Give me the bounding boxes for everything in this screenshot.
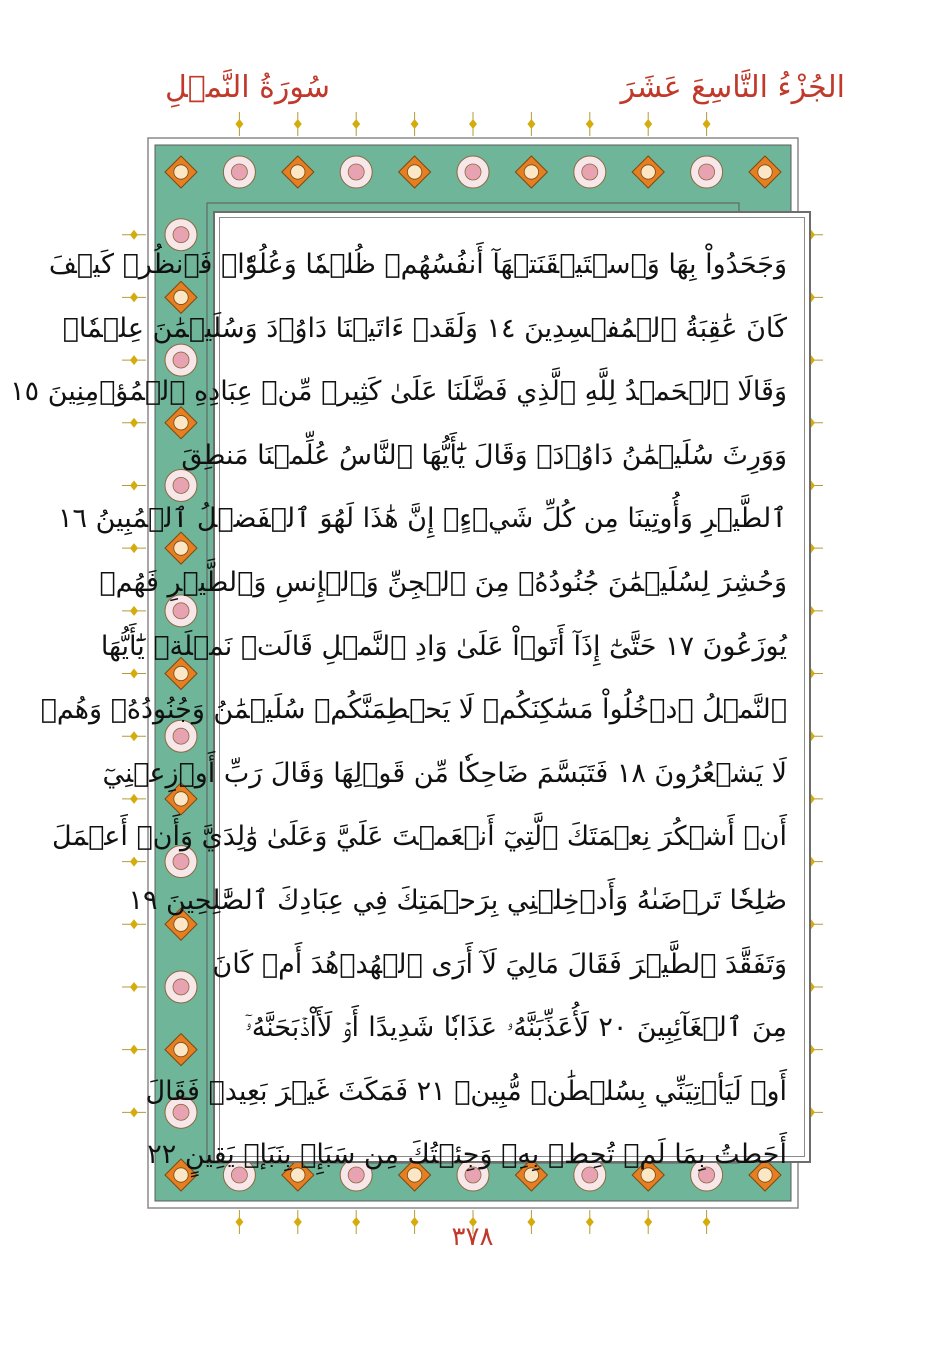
- mark-diamond: [469, 119, 477, 129]
- text-line-1: وَجَحَدُواْ بِهَا وَٱسۡتَيۡقَنَتۡهَآ أَنفُسُهُمۡ ظُلۡمٗا وَعُلُوّٗاۚ فَٱنظُرۡ كَيۡفَ: [48, 249, 787, 280]
- text-panel: [10, 211, 811, 1171]
- flower-center: [699, 164, 715, 180]
- text-line-4: وَوَرِثَ سُلَيۡمَٰنُ دَاوُۥدَۖ وَقَالَ يَٰٓأَيُّهَا ٱلنَّاسُ عُلِّمۡنَا مَنطِقَ: [181, 439, 787, 471]
- margin-mark: [644, 112, 652, 136]
- medallion-center: [524, 165, 538, 179]
- flower-center: [465, 164, 481, 180]
- margin-mark: [235, 112, 243, 136]
- flower-center: [231, 164, 247, 180]
- pink-flower-ornament: [340, 156, 372, 188]
- mark-diamond: [130, 1045, 138, 1055]
- mark-diamond: [703, 119, 711, 129]
- text-line-7: يُوزَعُونَ ١٧ حَتَّىٰٓ إِذَآ أَتَوۡاْ عَلَىٰ وَادِ ٱلنَّمۡلِ قَالَتۡ نَمۡلَةٞ يَٰٓأَيُّهَا: [100, 630, 787, 662]
- mark-diamond: [235, 119, 243, 129]
- text-line-12: وَتَفَقَّدَ ٱلطَّيۡرَ فَقَالَ مَالِيَ لَآ أَرَى ٱلۡهُدۡهُدَ أَمۡ كَانَ: [212, 948, 787, 980]
- text-line-8: ٱلنَّمۡلُ ٱدۡخُلُواْ مَسَٰكِنَكُمۡ لَا يَحۡطِمَنَّكُمۡ سُلَيۡمَٰنُ وَجُنُودُهُۥ وَهُمۡ: [40, 694, 787, 726]
- pink-flower-ornament: [574, 156, 606, 188]
- mark-diamond: [411, 119, 419, 129]
- text-line-3: وَقَالَا ٱلۡحَمۡدُ لِلَّهِ ٱلَّذِي فَضَّلَنَا عَلَىٰ كَثِيرٖ مِّنۡ عِبَادِهِ ٱلۡمُؤۡمِنِينَ ١٥: [10, 376, 787, 408]
- flower-center: [582, 164, 598, 180]
- text-line-13: مِنَ ٱلۡغَآئِبِينَ ٢٠ لَأُعَذِّبَنَّهُۥ عَذَابٗا شَدِيدًا أَوۡ لَأَاْذۡبَحَنَّهُۥٓ: [245, 1012, 788, 1044]
- flower-center: [173, 979, 189, 995]
- text-line-6: وَحُشِرَ لِسُلَيۡمَٰنَ جُنُودُهُۥ مِنَ ٱلۡجِنِّ وَٱلۡإِنسِ وَٱلطَّيۡرِ فَهُمۡ: [99, 566, 787, 598]
- flower-center: [348, 164, 364, 180]
- margin-mark: [122, 1045, 146, 1055]
- medallion-center: [291, 165, 305, 179]
- margin-mark: [122, 982, 146, 992]
- mark-diamond: [586, 119, 594, 129]
- margin-mark: [469, 112, 477, 136]
- mark-diamond: [352, 119, 360, 129]
- margin-mark: [411, 112, 419, 136]
- text-line-5: ٱلطَّيۡرِ وَأُوتِينَا مِن كُلِّ شَيۡءٍۖ إِنَّ هَٰذَا لَهُوَ ٱلۡفَضۡلُ ٱلۡمُبِينُ ١٦: [58, 503, 787, 535]
- medallion-center: [641, 165, 655, 179]
- pink-flower-ornament: [165, 971, 197, 1003]
- text-line-9: لَا يَشۡعُرُونَ ١٨ فَتَبَسَّمَ ضَاحِكٗا مِّن قَوۡلِهَا وَقَالَ رَبِّ أَوۡزِعۡنِيٓ: [102, 757, 787, 789]
- medallion-center: [174, 165, 188, 179]
- mark-diamond: [644, 119, 652, 129]
- medallion-center: [758, 165, 772, 179]
- text-line-11: صَٰلِحٗا تَرۡضَىٰهُ وَأَدۡخِلۡنِي بِرَحۡمَتِكَ فِي عِبَادِكَ ٱلصَّٰلِحِينَ ١٩: [128, 884, 787, 916]
- text-line-10: أَنۡ أَشۡكُرَ نِعۡمَتَكَ ٱلَّتِيٓ أَنۡعَمۡتَ عَلَيَّ وَعَلَىٰ وَٰلِدَيَّ وَأَنۡ أَعۡمَلَ: [52, 821, 787, 853]
- mark-diamond: [130, 982, 138, 992]
- margin-mark: [527, 112, 535, 136]
- pink-flower-ornament: [223, 156, 255, 188]
- margin-mark: [703, 112, 711, 136]
- medallion-center: [407, 165, 421, 179]
- mark-diamond: [130, 1107, 138, 1117]
- medallion-center: [174, 1042, 188, 1056]
- mark-diamond: [527, 119, 535, 129]
- verse-lines: [10, 233, 788, 1187]
- page-number: ٣٧٨: [451, 1222, 494, 1252]
- mark-diamond: [294, 119, 302, 129]
- text-line-14: أَوۡ لَيَأۡتِيَنِّي بِسُلۡطَٰنٖ مُّبِينٖ ٢١ فَمَكَثَ غَيۡرَ بَعِيدٖ فَقَالَ: [145, 1075, 787, 1107]
- text-line-2: كَانَ عَٰقِبَةُ ٱلۡمُفۡسِدِينَ ١٤ وَلَقَدۡ ءَاتَيۡنَا دَاوُۥدَ وَسُلَيۡمَٰنَ عِلۡمٗاۖ: [62, 312, 787, 344]
- margin-mark: [122, 1107, 146, 1117]
- surah-header: سُورَةُ النَّمۡلِ: [165, 70, 330, 105]
- text-line-15: أَحَطتُ بِمَا لَمۡ تُحِطۡ بِهِۦ وَجِئۡتُكَ مِن سَبَإِۭ بِنَبَإٖ يَقِينٍ ٢٢: [147, 1139, 787, 1171]
- juz-header: الجُزْءُ التَّاسِعَ عَشَرَ: [620, 70, 845, 105]
- pink-flower-ornament: [691, 156, 723, 188]
- margin-mark: [352, 112, 360, 136]
- margin-mark: [294, 112, 302, 136]
- pink-flower-ornament: [457, 156, 489, 188]
- margin-mark: [586, 112, 594, 136]
